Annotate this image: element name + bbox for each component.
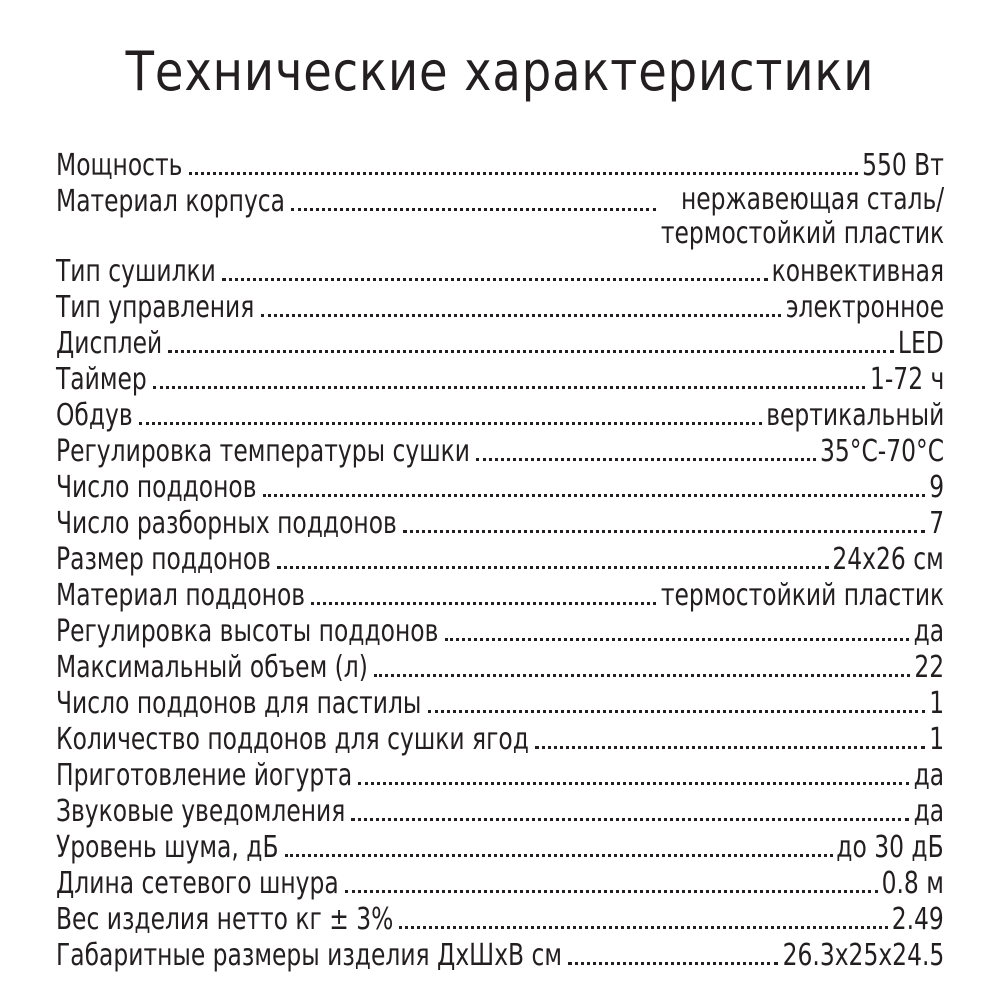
spec-label: Приготовление йогурта [56, 758, 353, 793]
spec-value-line: термостойкий пластик [660, 216, 944, 251]
dot-leader [311, 602, 656, 605]
spec-row [56, 575, 944, 611]
dot-leader [358, 782, 909, 785]
spec-value: да [913, 614, 944, 649]
spec-label: Размер поддонов [56, 542, 271, 577]
dot-leader [139, 422, 762, 425]
dot-leader [222, 278, 768, 281]
dot-leader [428, 710, 925, 713]
spec-label: Мощность [56, 148, 183, 183]
dot-leader [263, 494, 925, 497]
dot-leader [261, 314, 782, 317]
spec-value: 2.49 [891, 902, 944, 937]
spec-row [56, 395, 944, 431]
spec-label: Число разборных поддонов [56, 506, 397, 541]
dot-leader [189, 172, 859, 175]
spec-label: Регулировка высоты поддонов [56, 614, 439, 649]
spec-row [56, 899, 944, 935]
spec-row [56, 647, 944, 683]
spec-row [56, 359, 944, 395]
spec-value: 1 [929, 722, 944, 757]
spec-row [56, 827, 944, 863]
spec-value: 1-72 ч [869, 362, 944, 397]
dot-leader [285, 854, 833, 857]
spec-value: 9 [929, 470, 944, 505]
dot-leader [345, 890, 878, 893]
spec-row [56, 467, 944, 503]
spec-value: да [913, 758, 944, 793]
dot-leader [153, 386, 865, 389]
spec-value: 35°C-70°C [819, 434, 944, 469]
spec-row [56, 323, 944, 359]
dot-leader [374, 674, 910, 677]
spec-row [56, 683, 944, 719]
page-title: Технические характеристики [125, 40, 875, 103]
spec-row [56, 181, 944, 251]
spec-row [56, 935, 944, 971]
spec-label: Звуковые уведомления [56, 794, 346, 829]
spec-label: Длина сетевого шнура [56, 866, 339, 901]
spec-row [56, 251, 944, 287]
spec-row [56, 863, 944, 899]
spec-row [56, 755, 944, 791]
spec-value [661, 183, 944, 251]
spec-label: Тип сушилки [56, 254, 216, 289]
spec-label: Вес изделия нетто кг ± 3% [56, 902, 394, 937]
dot-leader [168, 350, 894, 353]
dot-leader [399, 926, 888, 929]
dot-leader [568, 962, 778, 965]
spec-value-line: нержавеющая сталь/ [680, 182, 944, 217]
spec-value: электронное [785, 290, 944, 325]
spec-value: вертикальный [765, 398, 944, 433]
spec-list [56, 145, 944, 971]
dot-leader [403, 530, 925, 533]
spec-value: да [913, 794, 944, 829]
spec-value: 0.8 м [881, 866, 944, 901]
spec-label: Число поддонов [56, 470, 257, 505]
spec-label: Максимальный объем (л) [56, 650, 368, 685]
spec-row [56, 539, 944, 575]
dot-leader [445, 638, 910, 641]
spec-row [56, 791, 944, 827]
spec-label: Регулировка температуры сушки [56, 434, 470, 469]
spec-label: Материал корпуса [56, 184, 286, 219]
spec-label: Дисплей [56, 326, 163, 361]
spec-label: Габаритные размеры изделия ДxШxВ см [56, 938, 563, 973]
spec-row [56, 431, 944, 467]
spec-value: до 30 дБ [836, 830, 944, 865]
spec-value: LED [898, 326, 944, 361]
spec-label: Тип управления [56, 290, 255, 325]
spec-row [56, 719, 944, 755]
dot-leader [291, 208, 657, 211]
spec-label: Число поддонов для пастилы [56, 686, 422, 721]
spec-row [56, 611, 944, 647]
dot-leader [277, 566, 829, 569]
spec-row [56, 145, 944, 181]
spec-label: Таймер [56, 362, 147, 397]
dot-leader [476, 458, 816, 461]
dot-leader [351, 818, 909, 821]
spec-value: конвективная [771, 254, 944, 289]
spec-value: термостойкий пластик [660, 578, 944, 613]
spec-value: 1 [929, 686, 944, 721]
spec-label: Уровень шума, дБ [56, 830, 279, 865]
spec-value: 550 Вт [862, 148, 944, 183]
spec-value: 7 [929, 506, 944, 541]
spec-row [56, 287, 944, 323]
spec-row [56, 503, 944, 539]
spec-value: 24x26 см [832, 542, 944, 577]
spec-value: 22 [914, 650, 944, 685]
dot-leader [535, 746, 925, 749]
spec-label: Обдув [56, 398, 133, 433]
spec-value: 26.3x25x24.5 [782, 938, 944, 973]
spec-label: Количество поддонов для сушки ягод [56, 722, 529, 757]
spec-label: Материал поддонов [56, 578, 306, 613]
